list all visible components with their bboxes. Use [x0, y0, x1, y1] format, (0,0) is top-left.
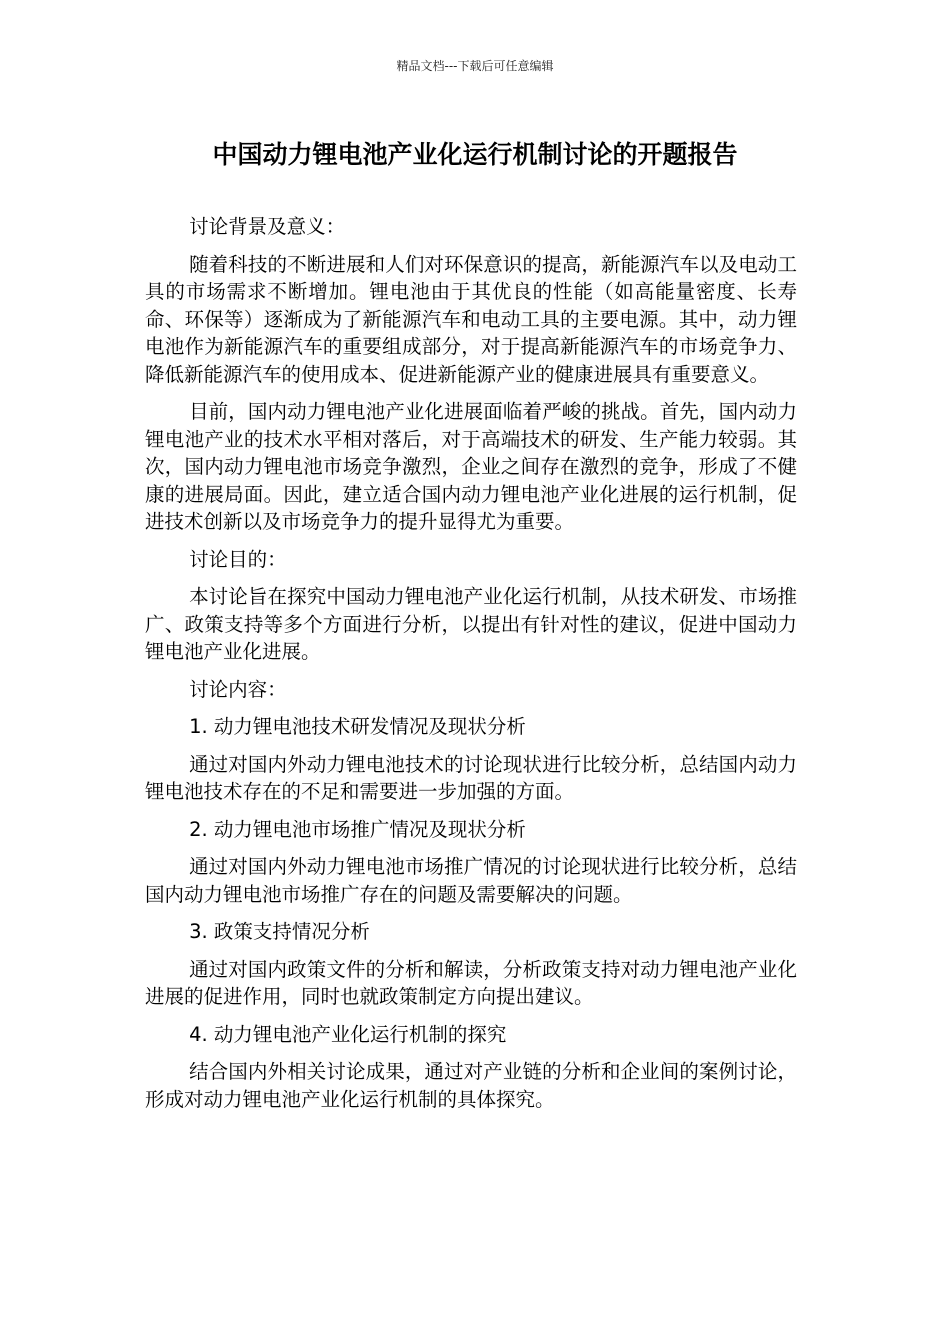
content-item-4-heading: 4. 动力锂电池产业化运行机制的探究 — [189, 1022, 507, 1046]
document-body — [145, 213, 797, 1123]
paragraph-purpose: 本讨论旨在探究中国动力锂电池产业化运行机制，从技术研发、市场推广、政策支持等多个方面进行分析，以提出有针对性的建议，促进中国动力锂电池产业化进展。 — [145, 585, 797, 663]
page-watermark: 精品文档---下载后可任意编辑 — [396, 59, 554, 73]
content-item-3-text: 通过对国内政策文件的分析和解读，分析政策支持对动力锂电池产业化进展的促进作用，同时也就政策制定方向提出建议。 — [145, 957, 797, 1008]
content-item-2-heading: 2. 动力锂电池市场推广情况及现状分析 — [189, 817, 526, 841]
section-heading-background: 讨论背景及意义： — [189, 215, 346, 238]
paragraph-background-1: 随着科技的不断进展和人们对环保意识的提高，新能源汽车以及电动工具的市场需求不断增加。锂电池由于其优良的性能（如高能量密度、长寿命、环保等）逐渐成为了新能源汽车和电动工具的主要电源。其中，动力锂电池作为新能源汽车的重要组成部分，对于提高新能源汽车的市场竞争力、降低新能源汽车的使用成本、促进新能源产业的健康进展具有重要意义。 — [145, 252, 797, 386]
content-item-2-text: 通过对国内外动力锂电池市场推广情况的讨论现状进行比较分析，总结国内动力锂电池市场推广存在的问题及需要解决的问题。 — [145, 855, 797, 906]
section-heading-purpose: 讨论目的： — [189, 547, 287, 571]
paragraph-background-2: 目前，国内动力锂电池产业化进展面临着严峻的挑战。首先，国内动力锂电池产业的技术水平相对落后，对于高端技术的研发、生产能力较弱。其次，国内动力锂电池市场竞争激烈，企业之间存在激烈的竞争，形成了不健康的进展局面。因此，建立适合国内动力锂电池产业化进展的运行机制，促进技术创新以及市场竞争力的提升显得尤为重要。 — [145, 400, 797, 533]
content-item-3-heading: 3. 政策支持情况分析 — [189, 920, 370, 943]
section-heading-content: 讨论内容： — [189, 677, 287, 701]
document-title: 中国动力锂电池产业化运行机制讨论的开题报告 — [212, 140, 738, 169]
content-item-1-text: 通过对国内外动力锂电池技术的讨论现状进行比较分析，总结国内动力锂电池技术存在的不足和需要进一步加强的方面。 — [145, 752, 797, 803]
content-item-4-text: 结合国内外相关讨论成果，通过对产业链的分析和企业间的案例讨论，形成对动力锂电池产业化运行机制的具体探究。 — [145, 1060, 797, 1111]
content-item-1-heading: 1. 动力锂电池技术研发情况及现状分析 — [189, 715, 526, 738]
